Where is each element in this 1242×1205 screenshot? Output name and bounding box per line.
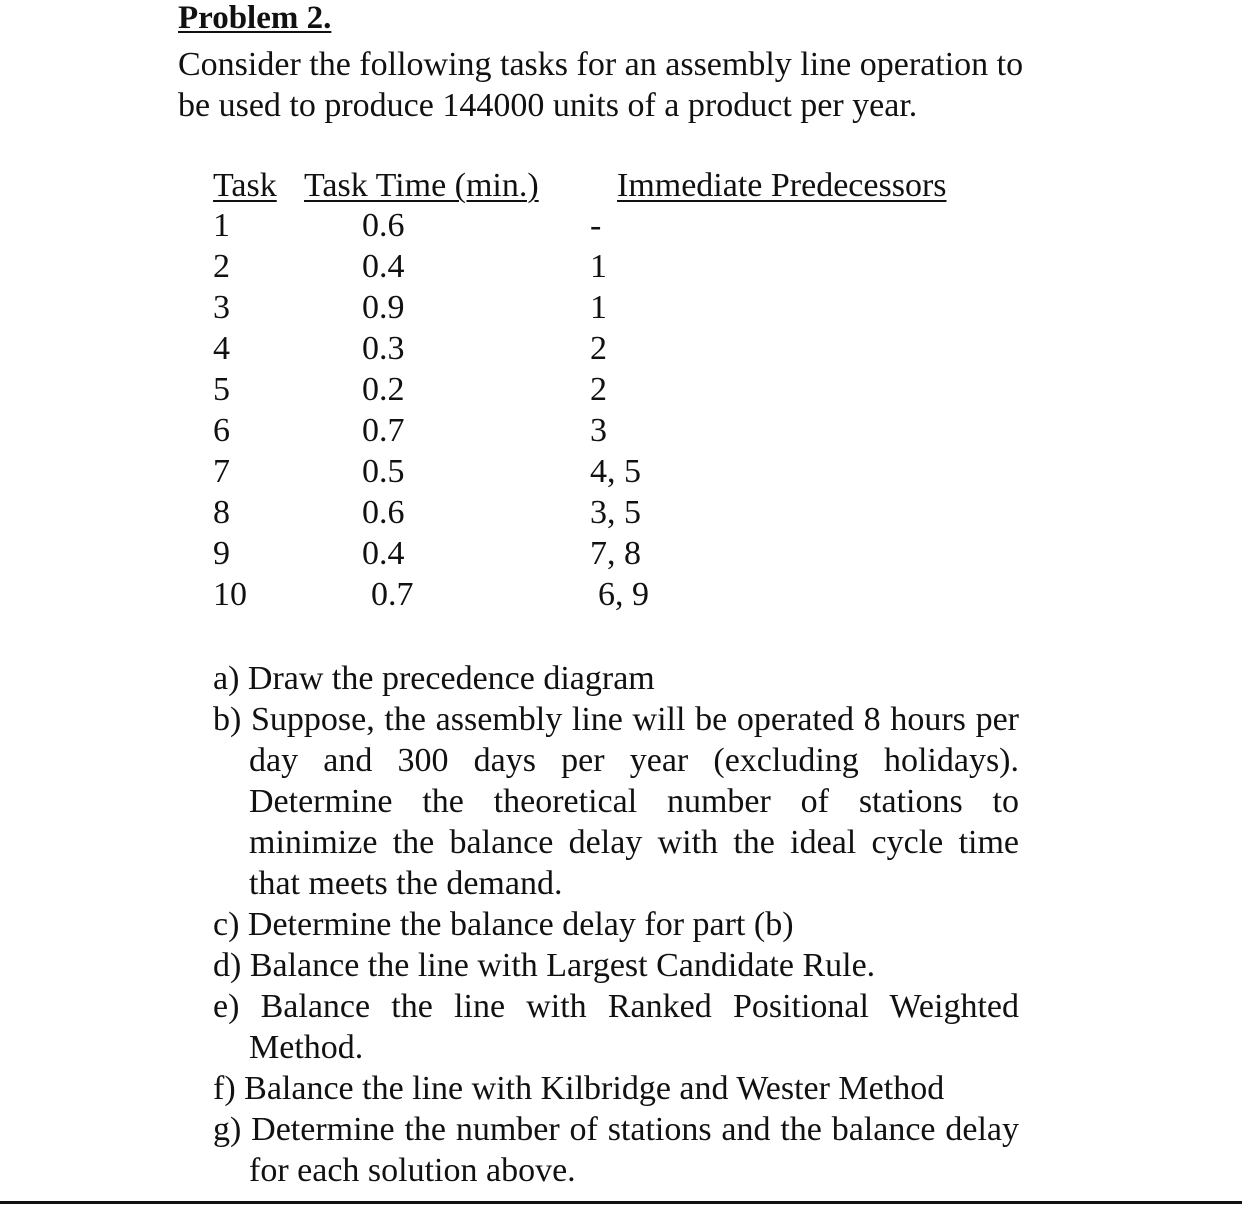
task-time: 0.6 — [362, 494, 405, 531]
question-f: f) Balance the line with Kilbridge and Wester Method — [213, 1070, 945, 1107]
task-number: 1 — [213, 207, 230, 244]
task-predecessors: 2 — [590, 371, 607, 408]
question-g: g) Determine the number of stations and the balance delay for each solution above. — [213, 1111, 1019, 1189]
task-predecessors: - — [590, 207, 602, 244]
task-time: 0.7 — [371, 576, 414, 613]
header-task-time: Task Time (min.) — [304, 167, 539, 204]
task-predecessors: 7, 8 — [590, 535, 641, 572]
problem-title: Problem 2. — [178, 0, 332, 36]
task-predecessors: 1 — [590, 289, 607, 326]
header-immediate-predecessors: Immediate Predecessors — [617, 167, 947, 204]
bottom-divider — [0, 1201, 1242, 1204]
task-number: 3 — [213, 289, 230, 326]
task-time: 0.5 — [362, 453, 405, 490]
header-task: Task — [213, 167, 277, 204]
question-d: d) Balance the line with Largest Candidate Rule. — [213, 947, 876, 984]
task-predecessors: 2 — [590, 330, 607, 367]
task-predecessors: 3, 5 — [590, 494, 641, 531]
question-list — [213, 658, 1019, 1191]
task-number: 10 — [213, 576, 247, 613]
task-number: 7 — [213, 453, 230, 490]
question-b: b) Suppose, the assembly line will be operated 8 hours per day and 300 days per year (excluding holidays). Determine the theoretical number of stations to minimize the balance delay with the ideal cycle time that meets the demand. — [213, 701, 1019, 902]
task-time: 0.2 — [362, 371, 405, 408]
task-time: 0.7 — [362, 412, 405, 449]
task-number: 6 — [213, 412, 230, 449]
task-number: 8 — [213, 494, 230, 531]
task-time: 0.3 — [362, 330, 405, 367]
question-e: e) Balance the line with Ranked Positional Weighted Method. — [213, 988, 1019, 1066]
task-time: 0.9 — [362, 289, 405, 326]
task-predecessors: 4, 5 — [590, 453, 641, 490]
task-number: 5 — [213, 371, 230, 408]
question-a: a) Draw the precedence diagram — [213, 660, 655, 697]
task-time: 0.6 — [362, 207, 405, 244]
task-number: 9 — [213, 535, 230, 572]
task-time: 0.4 — [362, 535, 405, 572]
task-predecessors: 1 — [590, 248, 607, 285]
task-predecessors: 3 — [590, 412, 607, 449]
question-c: c) Determine the balance delay for part (b) — [213, 906, 794, 943]
task-predecessors: 6, 9 — [598, 576, 649, 613]
task-number: 4 — [213, 330, 230, 367]
task-time: 0.4 — [362, 248, 405, 285]
task-number: 2 — [213, 248, 230, 285]
problem-intro: Consider the following tasks for an assembly line operation to be used to produce 144000 units of a product per year. — [178, 46, 1024, 124]
